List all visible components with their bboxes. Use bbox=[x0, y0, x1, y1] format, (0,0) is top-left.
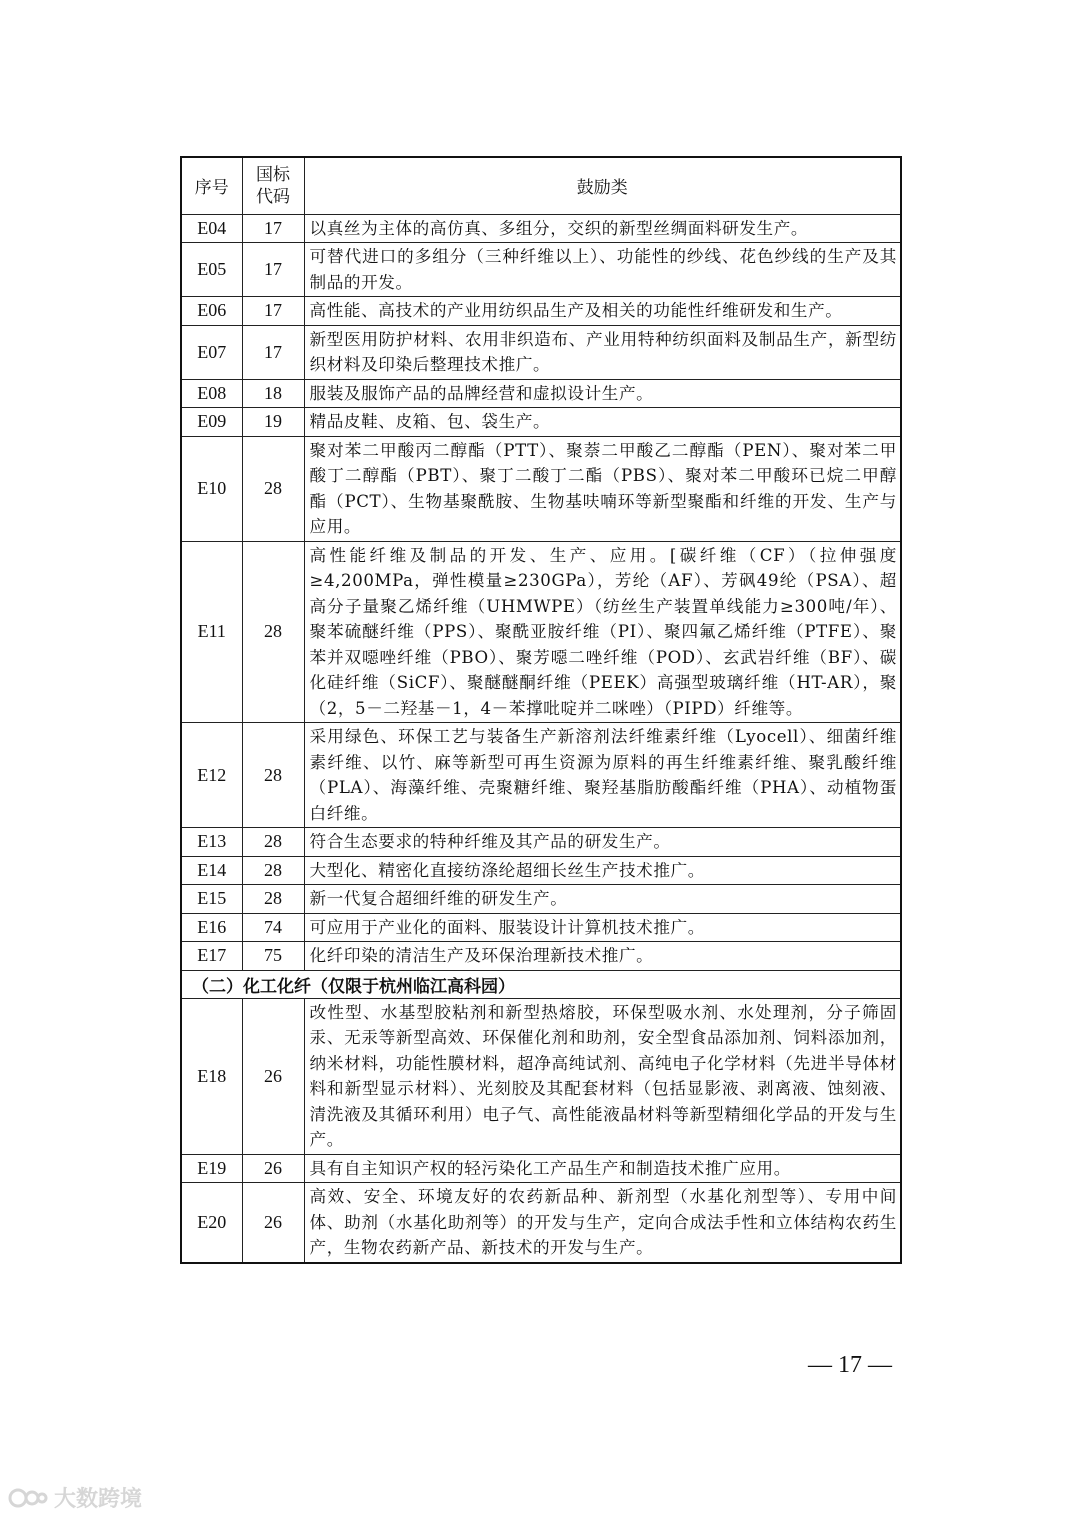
row-seq: E16 bbox=[181, 913, 242, 942]
table-row bbox=[181, 1154, 901, 1183]
header-desc: 鼓励类 bbox=[304, 157, 901, 214]
row-code: 26 bbox=[242, 1154, 304, 1183]
row-description: 高性能纤维及制品的开发、生产、应用。[碳纤维（CF）（拉伸强度≥4,200MPa，弹性模量≥230GPa），芳纶（AF）、芳砜49纶（PSA）、超高分子量聚乙烯纤维（UHMWPE）（纺丝生产装置单线能力≥300吨/年）、聚苯硫醚纤维（PPS）、聚酰亚胺纤维（PI）、聚四氟乙烯纤维（PTFE）、聚苯并双噁唑纤维（PBO）、聚芳噁二唑纤维（POD）、玄武岩纤维（BF）、碳化硅纤维（SiCF）、聚醚醚酮纤维（PEEK）高强型玻璃纤维（HT-AR），聚（2，5－二羟基－1，4－苯撑吡啶并二咪唑）（PIPD）纤维等。 bbox=[304, 541, 901, 723]
row-description: 改性型、水基型胶粘剂和新型热熔胶，环保型吸水剂、水处理剂，分子筛固汞、无汞等新型高效、环保催化剂和助剂，安全型食品添加剂、饲料添加剂，纳米材料，功能性膜材料，超净高纯试剂、高纯电子化学材料（先进半导体材料和新型显示材料）、光刻胶及其配套材料（包括显影液、剥离液、蚀刻液、清洗液及其循环利用）电子气、高性能液晶材料等新型精细化学品的开发与生产。 bbox=[304, 998, 901, 1154]
row-code: 28 bbox=[242, 856, 304, 885]
row-code: 26 bbox=[242, 998, 304, 1154]
row-description: 采用绿色、环保工艺与装备生产新溶剂法纤维素纤维（Lyocell）、细菌纤维素纤维、以竹、麻等新型可再生资源为原料的再生纤维素纤维、聚乳酸纤维（PLA）、海藻纤维、壳聚糖纤维、聚羟基脂肪酸酯纤维（PHA）、动植物蛋白纤维。 bbox=[304, 723, 901, 828]
table-row bbox=[181, 325, 901, 379]
row-description: 大型化、精密化直接纺涤纶超细长丝生产技术推广。 bbox=[304, 856, 901, 885]
header-row bbox=[181, 157, 901, 214]
row-code: 17 bbox=[242, 214, 304, 243]
section-body bbox=[181, 970, 901, 998]
row-code: 28 bbox=[242, 828, 304, 857]
row-code: 75 bbox=[242, 942, 304, 971]
table-row bbox=[181, 998, 901, 1154]
row-description: 具有自主知识产权的轻污染化工产品生产和制造技术推广应用。 bbox=[304, 1154, 901, 1183]
row-seq: E11 bbox=[181, 541, 242, 723]
table-row bbox=[181, 297, 901, 326]
policy-table bbox=[180, 156, 902, 1264]
row-seq: E13 bbox=[181, 828, 242, 857]
header-seq: 序号 bbox=[181, 157, 242, 214]
table-row bbox=[181, 214, 901, 243]
row-description: 新型医用防护材料、农用非织造布、产业用特种纺织面料及制品生产，新型纺织材料及印染后整理技术推广。 bbox=[304, 325, 901, 379]
row-code: 28 bbox=[242, 885, 304, 914]
table-row bbox=[181, 942, 901, 971]
logo-mark-icon bbox=[8, 1486, 48, 1510]
row-description: 精品皮鞋、皮箱、包、袋生产。 bbox=[304, 408, 901, 437]
row-seq: E18 bbox=[181, 998, 242, 1154]
table-row bbox=[181, 541, 901, 723]
watermark-text: 大数跨境 bbox=[54, 1487, 143, 1512]
table-row bbox=[181, 913, 901, 942]
table-row bbox=[181, 723, 901, 828]
row-code: 17 bbox=[242, 325, 304, 379]
row-code: 18 bbox=[242, 379, 304, 408]
header-code: 国标 代码 bbox=[242, 157, 304, 214]
row-description: 高效、安全、环境友好的农药新品种、新剂型（水基化剂型等）、专用中间体、助剂（水基化助剂等）的开发与生产，定向合成法手性和立体结构农药生产，生物农药新产品、新技术的开发与生产。 bbox=[304, 1183, 901, 1263]
row-description: 高性能、高技术的产业用纺织品生产及相关的功能性纤维研发和生产。 bbox=[304, 297, 901, 326]
table-row bbox=[181, 243, 901, 297]
page-number: — 17 — bbox=[808, 1352, 892, 1378]
row-seq: E20 bbox=[181, 1183, 242, 1263]
row-seq: E05 bbox=[181, 243, 242, 297]
row-description: 服装及服饰产品的品牌经营和虚拟设计生产。 bbox=[304, 379, 901, 408]
row-code: 19 bbox=[242, 408, 304, 437]
row-description: 符合生态要求的特种纤维及其产品的研发生产。 bbox=[304, 828, 901, 857]
row-description: 化纤印染的清洁生产及环保治理新技术推广。 bbox=[304, 942, 901, 971]
row-code: 28 bbox=[242, 723, 304, 828]
table-row bbox=[181, 436, 901, 541]
table-row bbox=[181, 408, 901, 437]
table-row bbox=[181, 1183, 901, 1263]
watermark bbox=[8, 1482, 142, 1513]
row-code: 28 bbox=[242, 541, 304, 723]
row-seq: E17 bbox=[181, 942, 242, 971]
row-description: 可替代进口的多组分（三种纤维以上）、功能性的纱线、花色纱线的生产及其制品的开发。 bbox=[304, 243, 901, 297]
row-seq: E10 bbox=[181, 436, 242, 541]
table-row bbox=[181, 379, 901, 408]
row-description: 新一代复合超细纤维的研发生产。 bbox=[304, 885, 901, 914]
table-body-textile bbox=[181, 214, 901, 970]
row-code: 28 bbox=[242, 436, 304, 541]
row-code: 26 bbox=[242, 1183, 304, 1263]
table-row bbox=[181, 828, 901, 857]
row-description: 以真丝为主体的高仿真、多组分，交织的新型丝绸面料研发生产。 bbox=[304, 214, 901, 243]
table-row bbox=[181, 885, 901, 914]
table-body-chemical bbox=[181, 998, 901, 1263]
row-code: 74 bbox=[242, 913, 304, 942]
row-code: 17 bbox=[242, 297, 304, 326]
row-description: 可应用于产业化的面料、服装设计计算机技术推广。 bbox=[304, 913, 901, 942]
section-row bbox=[181, 970, 901, 998]
row-description: 聚对苯二甲酸丙二醇酯（PTT）、聚萘二甲酸乙二醇酯（PEN）、聚对苯二甲酸丁二醇酯（PBT）、聚丁二酸丁二酯（PBS）、聚对苯二甲酸环已烷二甲醇酯（PCT）、生物基聚酰胺、生物基呋喃环等新型聚酯和纤维的开发、生产与应用。 bbox=[304, 436, 901, 541]
row-seq: E09 bbox=[181, 408, 242, 437]
row-seq: E15 bbox=[181, 885, 242, 914]
row-code: 17 bbox=[242, 243, 304, 297]
row-seq: E12 bbox=[181, 723, 242, 828]
row-seq: E04 bbox=[181, 214, 242, 243]
row-seq: E14 bbox=[181, 856, 242, 885]
table-row bbox=[181, 856, 901, 885]
section-title: （二）化工化纤（仅限于杭州临江高科园） bbox=[181, 970, 901, 998]
row-seq: E06 bbox=[181, 297, 242, 326]
row-seq: E08 bbox=[181, 379, 242, 408]
row-seq: E07 bbox=[181, 325, 242, 379]
row-seq: E19 bbox=[181, 1154, 242, 1183]
